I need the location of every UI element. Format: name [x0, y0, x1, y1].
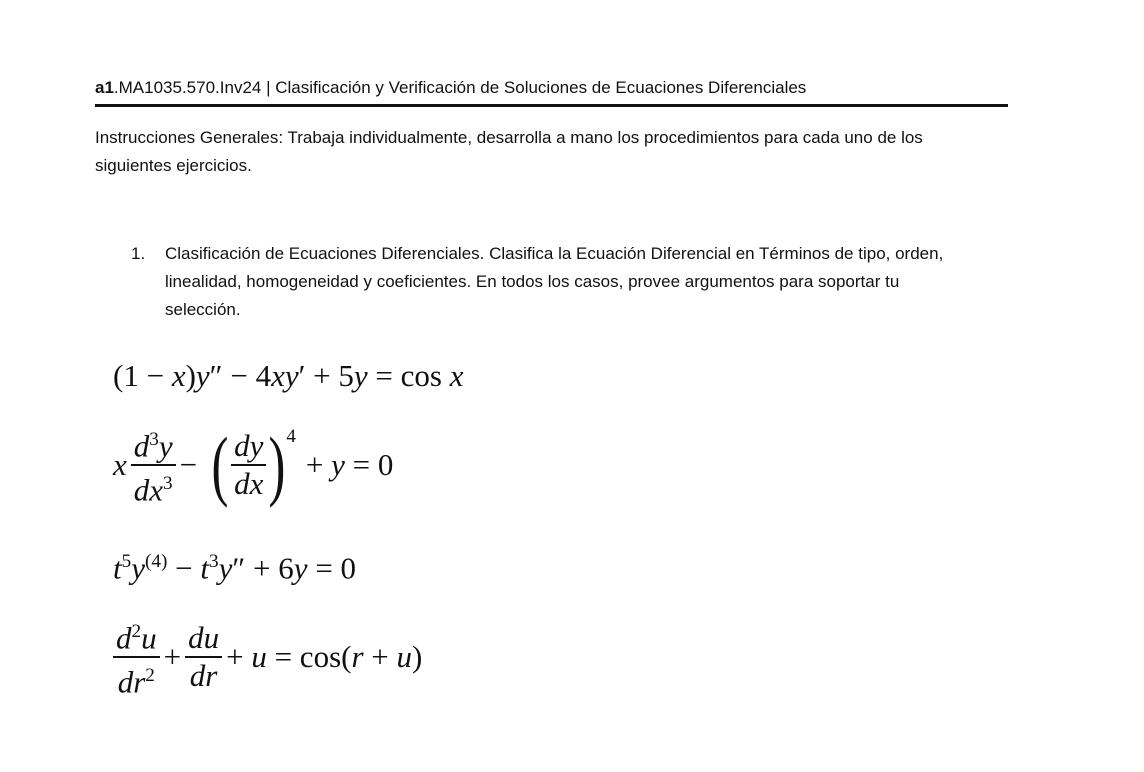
- fraction-du-dr: $\frac{du}{dr}$: [185, 620, 222, 694]
- document-header: [95, 76, 1008, 100]
- course-code-prefix: a1: [95, 78, 114, 97]
- fraction-dy-dx: $\frac{dy}{dx}$: [231, 428, 266, 502]
- exercise-number: 1.: [131, 244, 146, 263]
- fraction-d2u-dr2: $\frac{d^2u}{dr^2}$: [113, 614, 160, 701]
- fraction-d3y-dx3: $\frac{d^3y}{dx^3}$: [131, 422, 176, 509]
- equation-2: x $\frac{d^3y}{dx^3}$ − ( $\frac{dy}{dx}$ ) 4 + y = 0: [113, 421, 394, 508]
- header-rule: [95, 104, 1008, 107]
- equation-1: (1 − x)y″ − 4xy′ + 5y = cos x: [113, 358, 464, 393]
- document-title: Clasificación y Verificación de Soluciones de Ecuaciones Diferenciales: [275, 78, 807, 97]
- header-separator: |: [261, 78, 276, 97]
- course-code: .MA1035.570.Inv24: [113, 78, 262, 97]
- equation-4: $\frac{d^2u}{dr^2}$ + $\frac{du}{dr}$ + u = cos(r + u): [113, 612, 422, 702]
- general-instructions: Instrucciones Generales: Trabaja individualmente, desarrolla a mano los procedimientos para cada uno de los siguientes ejercicios.: [95, 128, 923, 175]
- exercise-text: Clasificación de Ecuaciones Diferenciales. Clasifica la Ecuación Diferencial en Términos de tipo, orden, linealidad, homogeneidad y coeficientes. En todos los casos, provee argumentos para soportar tu selección.: [165, 244, 944, 319]
- equation-3: $t^5y^{(4)} - t^3y'' + 6y = 0$: [113, 550, 357, 586]
